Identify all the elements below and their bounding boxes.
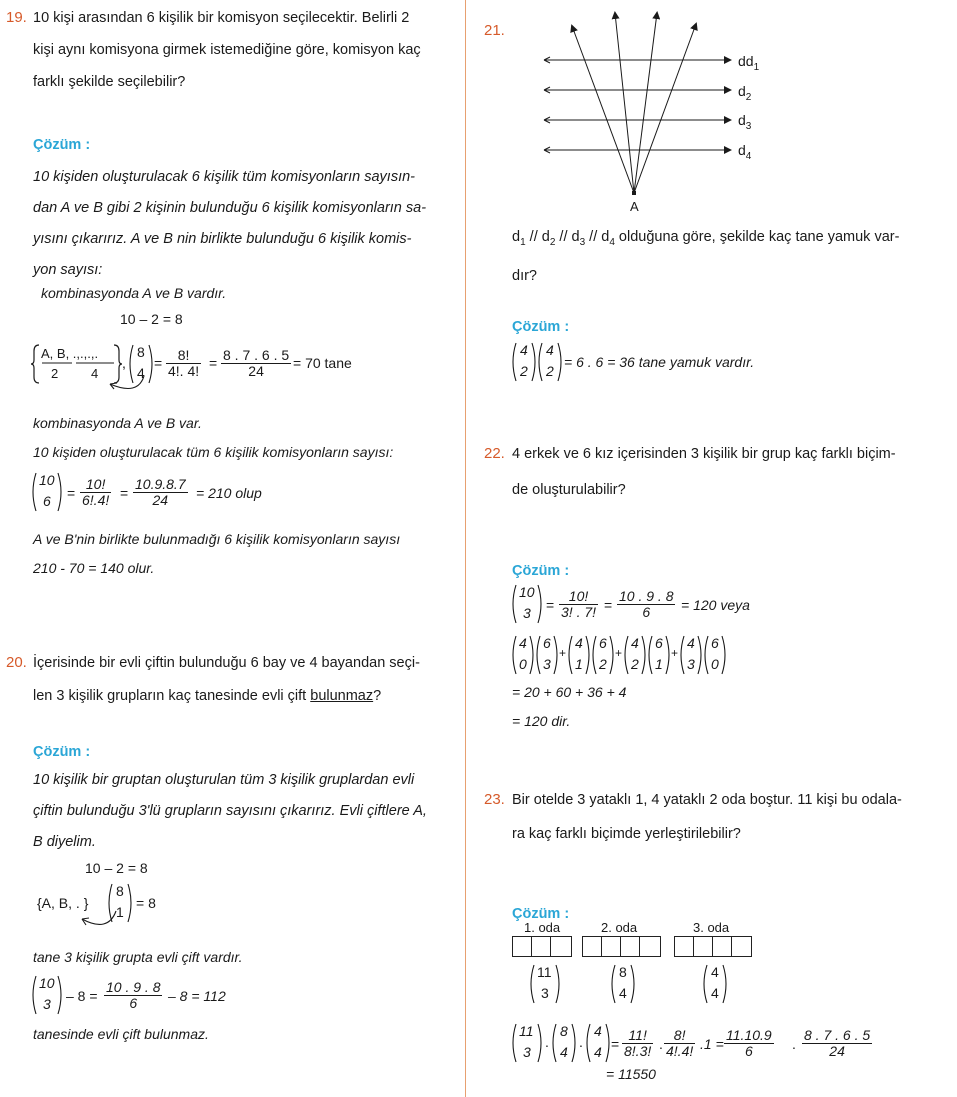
binom-k: 4	[560, 1044, 568, 1060]
result: = 120 veya	[681, 597, 750, 613]
equals: =	[604, 597, 613, 613]
binom-k: 3	[687, 656, 695, 672]
comma: ,	[122, 355, 126, 371]
equals: =	[120, 485, 129, 501]
arrow-icon	[78, 905, 126, 933]
fraction-top: 10!	[559, 589, 598, 605]
set-elements: A, B, .,.,.,.	[41, 346, 99, 361]
question-number: 19.	[6, 9, 27, 26]
binom-n: 10	[39, 975, 55, 991]
parallel-lines	[544, 57, 730, 153]
binom-k: 1	[116, 904, 124, 920]
column-divider	[465, 0, 466, 1097]
question-line: farklı şekilde seçilebilir?	[33, 74, 186, 90]
result: – 8 = 112	[168, 988, 226, 1004]
question-number: 20.	[6, 654, 27, 671]
difference: 10 – 2 = 8	[85, 860, 148, 876]
fraction	[221, 348, 291, 379]
binom-n: 4	[546, 342, 554, 358]
final-answer: = 120 dir.	[512, 713, 571, 729]
underlined-word: bulunmaz	[310, 688, 374, 704]
fraction-bottom: 4!.4!	[666, 1043, 694, 1059]
solution-line: 10 kişilik bir gruptan oluşturulan tüm 3 kişilik gruplardan evli	[33, 772, 415, 788]
fraction-bottom: 24	[248, 363, 264, 379]
point-a-marker	[632, 191, 636, 195]
fraction-top: 8!	[166, 348, 201, 364]
fraction-top: 11.10.9	[726, 1027, 772, 1043]
dot: .	[545, 1034, 549, 1050]
binom-k: 4	[619, 985, 627, 1001]
binom-n: 8	[137, 344, 145, 360]
fraction	[724, 1028, 774, 1059]
fraction	[104, 980, 162, 1011]
final-answer: = 11550	[606, 1066, 656, 1082]
solution-line: yısını çıkarırız. A ve B nin birlikte bulunduğu 6 kişilik komis-	[33, 231, 412, 247]
binom-n: 4	[594, 1023, 602, 1039]
binom-n: 10	[519, 584, 535, 600]
solution-label: Çözüm :	[33, 137, 91, 153]
binomial	[609, 963, 637, 1009]
question-line: 4 erkek ve 6 kız içerisinden 3 kişilik bir grup kaç farklı biçim-	[512, 446, 896, 462]
binom-n: 8	[560, 1023, 568, 1039]
solution-text	[33, 765, 427, 858]
binom-n: 6	[655, 635, 663, 651]
binomial	[510, 583, 544, 629]
question-number: 23.	[484, 791, 505, 808]
combination-note: kombinasyonda A ve B var.	[33, 415, 202, 431]
fraction	[166, 348, 201, 379]
final-answer: 210 - 70 = 140 olur.	[33, 560, 155, 576]
set-expression: {A, B, . }	[37, 895, 89, 911]
solution-line: B diyelim.	[33, 834, 96, 850]
binom-n: 4	[520, 342, 528, 358]
question-mark: ?	[373, 688, 382, 704]
solution-line: tane 3 kişilik grupta evli çift vardır.	[33, 949, 243, 965]
question-text	[512, 221, 899, 293]
equals: =	[546, 597, 555, 613]
equals: =	[154, 355, 163, 371]
fraction	[617, 589, 675, 620]
fraction-bottom: 8!.3!	[624, 1043, 652, 1059]
question-line	[33, 680, 420, 713]
equals: =	[209, 355, 218, 371]
question-line: İçerisinde bir evli çiftin bulunduğu 6 bay ve 4 bayandan seçi-	[33, 655, 420, 671]
fraction	[664, 1028, 695, 1059]
binom-k: 1	[655, 656, 663, 672]
question-text	[512, 784, 902, 851]
binom-n: 10	[39, 472, 55, 488]
equals: =	[67, 485, 76, 501]
binom-n: 4	[631, 635, 639, 651]
fraction	[802, 1028, 872, 1059]
fraction-bottom: 24	[829, 1043, 845, 1059]
question-line: 10 kişi arasından 6 kişilik bir komisyon seçilecektir. Belirli 2	[33, 10, 410, 26]
binom-n: 4	[711, 964, 719, 980]
solution-line: 10 kişiden oluşturulacak 6 kişilik tüm komisyonların sayısın-	[33, 169, 415, 185]
final-answer: tanesinde evli çift bulunmaz.	[33, 1026, 209, 1042]
fraction-top: 11!	[622, 1028, 653, 1044]
dot: .	[579, 1034, 583, 1050]
room-label: 3. oda	[693, 920, 730, 935]
result: = 70 tane	[293, 355, 352, 371]
solution-line: A ve B'nin birlikte bulunmadığı 6 kişilik komisyonların sayısı	[33, 531, 401, 547]
room-label: 2. oda	[601, 920, 638, 935]
binom-k: 4	[711, 985, 719, 1001]
fraction	[622, 1028, 653, 1059]
fraction-bottom: 3! . 7!	[561, 604, 597, 620]
fraction	[559, 589, 598, 620]
binom-k: 3	[43, 996, 51, 1012]
solution-text	[33, 162, 426, 286]
fraction-top: 10.9.8.7	[135, 476, 186, 492]
binom-k: 1	[575, 656, 583, 672]
line-label-d3: $d_3$	[738, 112, 752, 132]
equals: =	[611, 1036, 620, 1052]
solution-label: Çözüm :	[512, 319, 570, 335]
room-label: 1. oda	[524, 920, 561, 935]
fraction-bottom: 6!.4!	[82, 492, 110, 508]
binom-k: 3	[543, 656, 551, 672]
binom-k: 3	[523, 605, 531, 621]
plus: +	[559, 646, 567, 660]
solution-line: 10 kişiden oluşturulacak tüm 6 kişilik komisyonların sayısı:	[33, 444, 394, 460]
binom-k: 0	[519, 656, 527, 672]
set-count-b: 4	[91, 366, 99, 381]
result: = 210 olup	[196, 485, 262, 501]
question-text	[512, 438, 896, 507]
set-count-a: 2	[51, 366, 59, 381]
result: = 6 . 6 = 36 tane yamuk vardır.	[564, 354, 755, 370]
sum-line: = 20 + 60 + 36 + 4	[512, 684, 627, 700]
binom-n: 8	[116, 883, 124, 899]
fraction-top: 8 . 7 . 6 . 5	[223, 347, 290, 363]
binomial	[30, 974, 64, 1020]
binom-k: 4	[594, 1044, 602, 1060]
fraction-top: 8!	[664, 1028, 695, 1044]
binom-n: 11	[537, 964, 552, 980]
question-line: kişi aynı komisyona girmek istemediğine göre, komisyon kaç	[33, 42, 421, 58]
dot: .	[659, 1036, 663, 1052]
binom-parens	[510, 341, 566, 383]
fraction-top: 10 . 9 . 8	[619, 588, 674, 604]
binom-n: 11	[519, 1023, 534, 1039]
question-text	[33, 2, 421, 99]
binom-n: 4	[687, 635, 695, 651]
fraction-top: 10!	[80, 477, 111, 493]
fraction-bottom: 6	[129, 995, 138, 1011]
plus: +	[671, 646, 679, 660]
binomial	[528, 963, 562, 1009]
binomial	[30, 471, 64, 517]
binom-k: 3	[541, 985, 549, 1001]
plus: +	[615, 646, 623, 660]
question-text-part: len 3 kişilik grupların kaç tanesinde evli çift	[33, 688, 311, 704]
minus-expression: – 8 =	[66, 988, 98, 1004]
line-label-d1: $dd_1$	[738, 53, 760, 73]
result: = 8	[136, 895, 156, 911]
question-line: dır?	[512, 267, 537, 284]
fraction-bottom: 4!. 4!	[168, 363, 200, 379]
question-text	[33, 647, 420, 713]
combination-note: kombinasyonda A ve B vardır.	[41, 285, 227, 301]
rays	[572, 13, 696, 193]
point-label: A	[630, 199, 639, 214]
solution-label: Çözüm :	[512, 563, 570, 579]
binom-n: 6	[543, 635, 551, 651]
binom-n: 6	[711, 635, 719, 651]
difference: 10 – 2 = 8	[120, 311, 183, 327]
binomial-sum	[510, 634, 750, 680]
operator: .1 =	[700, 1036, 724, 1052]
fraction-top: 10 . 9 . 8	[106, 979, 161, 995]
binom-k: 2	[520, 363, 528, 379]
solution-line: yon sayısı:	[33, 262, 103, 278]
solution-line: çiftin bulunduğu 3'lü grupların sayısını çıkarırız. Evli çiftlere A,	[33, 803, 427, 819]
binom-k: 2	[546, 363, 554, 379]
binom-k: 4	[137, 365, 145, 381]
binom-k: 2	[599, 656, 607, 672]
binom-k: 2	[631, 656, 639, 672]
fraction-top: 8 . 7 . 6 . 5	[804, 1027, 871, 1043]
question-line: Bir otelde 3 yataklı 1, 4 yataklı 2 oda boştur. 11 kişi bu odala-	[512, 792, 902, 808]
question-number: 22.	[484, 445, 505, 462]
fraction-bottom: 24	[152, 492, 169, 508]
fraction	[133, 477, 188, 508]
binom-n: 4	[575, 635, 583, 651]
question-line: de oluşturulabilir?	[512, 482, 626, 498]
binomial	[701, 963, 729, 1009]
solution-line: dan A ve B gibi 2 kişinin bulunduğu 6 kişilik komisyonların sa-	[33, 200, 427, 216]
arrow-icon	[104, 370, 152, 398]
dot: .	[792, 1036, 796, 1052]
binom-k: 0	[711, 656, 719, 672]
binom-n: 6	[599, 635, 607, 651]
solution-label: Çözüm :	[33, 744, 91, 760]
binom-k: 3	[523, 1044, 531, 1060]
question-number: 21.	[484, 22, 505, 39]
fraction	[80, 477, 111, 508]
line-label-d2: $d_2$	[738, 83, 752, 103]
binom-k: 6	[43, 493, 51, 509]
binomial	[510, 341, 566, 387]
binom-n: 8	[619, 964, 627, 980]
fraction-bottom: 6	[744, 1043, 753, 1059]
question-line: $d_1 // d_2 // d_3 // d_4$ olduğuna göre, şekilde kaç tane yamuk var-	[512, 229, 900, 248]
binom-n: 4	[519, 635, 527, 651]
question-line: ra kaç farklı biçimde yerleştirilebilir?	[512, 826, 741, 842]
fraction-bottom: 6	[642, 604, 651, 620]
parallel-lines-figure	[540, 8, 760, 208]
solution-label: Çözüm :	[512, 906, 570, 922]
line-label-d4: $d_4$	[738, 142, 752, 162]
